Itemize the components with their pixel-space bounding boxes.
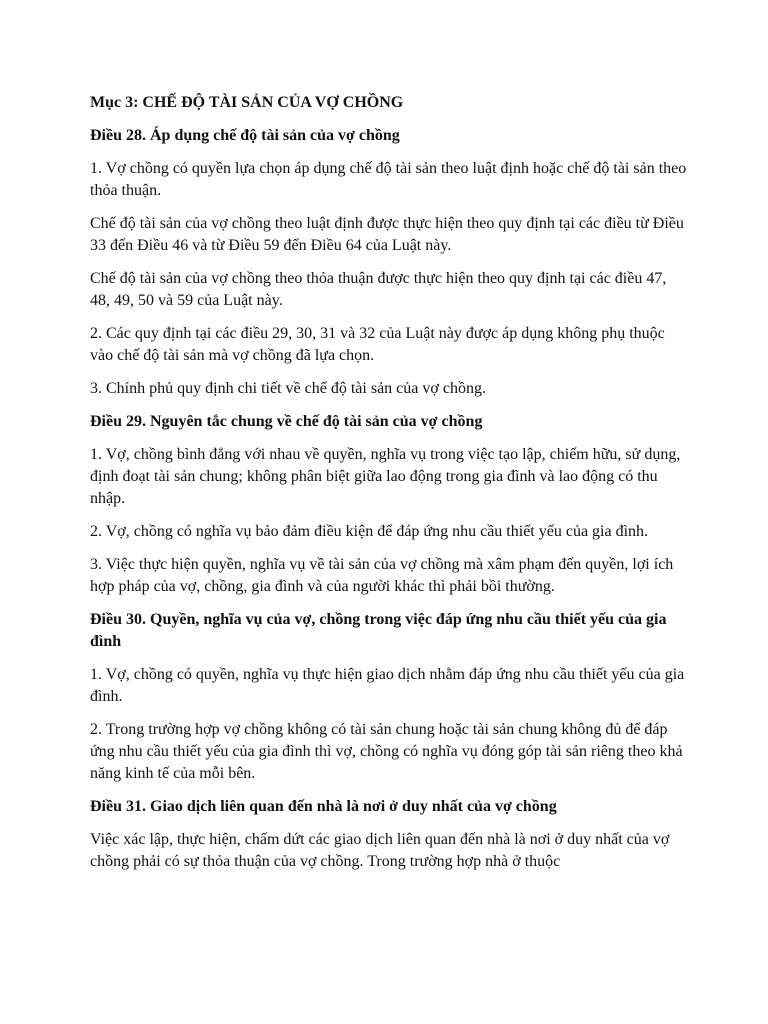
article-28-paragraph-1: 1. Vợ chồng có quyền lựa chọn áp dụng chế độ tài sản theo luật định hoặc chế độ tài sản theo thỏa thuận. [90, 160, 687, 199]
article-30-paragraph-1: 1. Vợ, chồng có quyền, nghĩa vụ thực hiện giao dịch nhằm đáp ứng nhu cầu thiết yếu của gia đình. [90, 666, 685, 705]
article-28-paragraph-2: Chế độ tài sản của vợ chồng theo luật định được thực hiện theo quy định tại các điều từ Điều 33 đến Điều 46 và từ Điều 59 đến Điều 64 của Luật này. [90, 215, 684, 254]
article-30-heading: Điều 30. Quyền, nghĩa vụ của vợ, chồng trong việc đáp ứng nhu cầu thiết yếu của gia đình [90, 611, 667, 650]
document-page [90, 92, 690, 884]
section-title [90, 92, 690, 114]
article-29-heading: Điều 29. Nguyên tắc chung về chế độ tài sản của vợ chồng [90, 413, 483, 430]
article-29-paragraph-2: 2. Vợ, chồng có nghĩa vụ bảo đảm điều kiện để đáp ứng nhu cầu thiết yếu của gia đình. [90, 523, 649, 540]
section-title-text: Mục 3: CHẾ ĐỘ TÀI SẢN CỦA VỢ CHỒNG [90, 94, 404, 111]
article-29-paragraph-1: 1. Vợ, chồng bình đẳng với nhau về quyền, nghĩa vụ trong việc tạo lập, chiếm hữu, sử dụng, định đoạt tài sản chung; không phân biệt giữa lao động trong gia đình và lao động có thu nhập. [90, 446, 681, 507]
article-31-heading: Điều 31. Giao dịch liên quan đến nhà là nơi ở duy nhất của vợ chồng [90, 798, 557, 815]
article-28-paragraph-4: 2. Các quy định tại các điều 29, 30, 31 và 32 của Luật này được áp dụng không phụ thuộc vào chế độ tài sản mà vợ chồng đã lựa chọn. [90, 325, 665, 364]
article-28-heading: Điều 28. Áp dụng chế độ tài sản của vợ chồng [90, 127, 400, 144]
article-29-paragraph-3: 3. Việc thực hiện quyền, nghĩa vụ về tài sản của vợ chồng mà xâm phạm đến quyền, lợi ích hợp pháp của vợ, chồng, gia đình và của người khác thì phải bồi thường. [90, 556, 674, 595]
article-30-paragraph-2: 2. Trong trường hợp vợ chồng không có tài sản chung hoặc tài sản chung không đủ để đáp ứng nhu cầu thiết yếu của gia đình thì vợ, chồng có nghĩa vụ đóng góp tài sản riêng theo khả năng kinh tế của mỗi bên. [90, 721, 683, 782]
article-31-paragraph-1: Việc xác lập, thực hiện, chấm dứt các giao dịch liên quan đến nhà là nơi ở duy nhất của vợ chồng phải có sự thỏa thuận của vợ chồng. Trong trường hợp nhà ở thuộc [90, 831, 670, 870]
article-28-paragraph-5: 3. Chính phủ quy định chi tiết về chế độ tài sản của vợ chồng. [90, 380, 486, 397]
article-28-paragraph-3: Chế độ tài sản của vợ chồng theo thỏa thuận được thực hiện theo quy định tại các điều 47, 48, 49, 50 và 59 của Luật này. [90, 270, 667, 309]
